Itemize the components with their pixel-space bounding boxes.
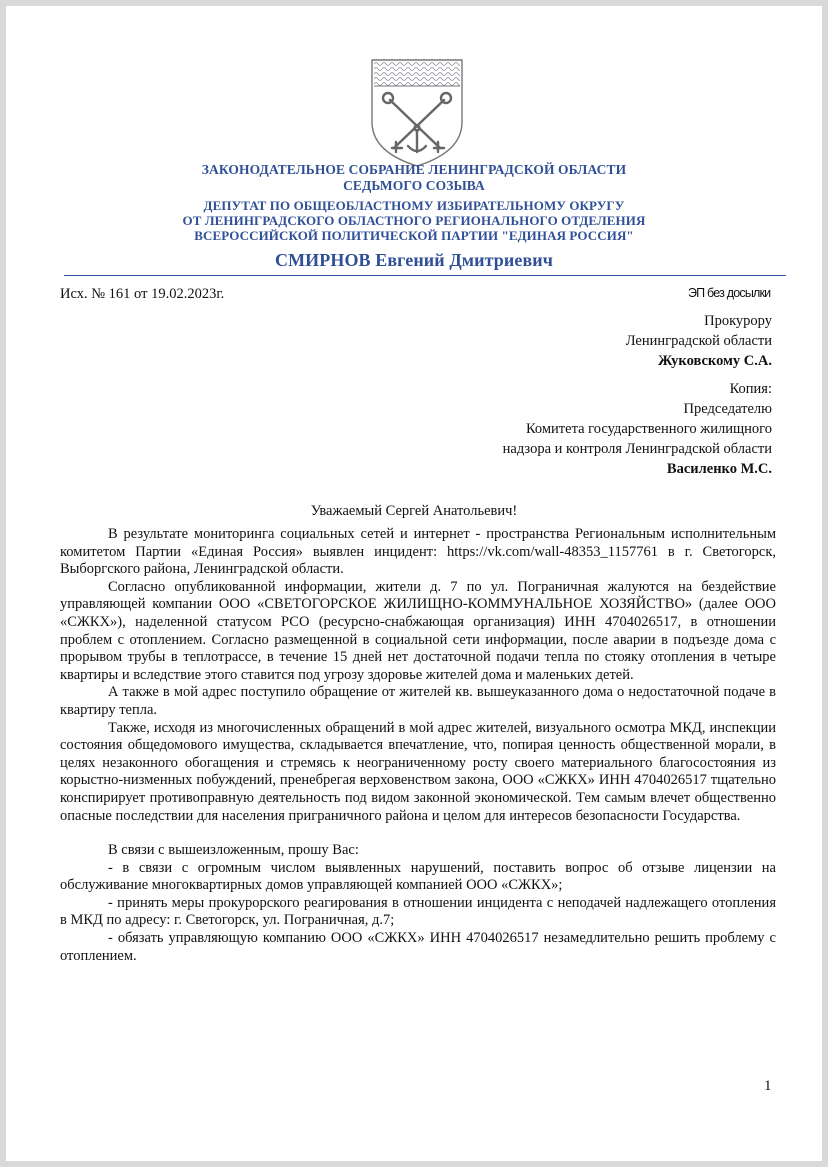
request-item: - в связи с огромным числом выявленных нарушений, поставить вопрос об отзыве лицензии на обслуживание многоквартирных домов управляющей компанией ООО «СЖКХ»; <box>60 859 776 894</box>
delivery-stamp: ЭП без досылки <box>688 286 771 300</box>
addressee-name: Жуковскому С.А. <box>657 353 772 369</box>
header-divider <box>64 275 786 276</box>
convocation: СЕДЬМОГО СОЗЫВА <box>343 178 485 193</box>
copy-line: Комитета государственного жилищного <box>525 421 772 437</box>
page-number: 1 <box>764 1078 772 1094</box>
addressee-line: Ленинградской области <box>625 333 772 349</box>
paragraph: В результате мониторинга социальных сетей и интернет - пространства Региональным исполнительным комитетом Партии «Единая Россия» выявлен инцидент: https://vk.com/wall-48353_1157761 в г. Светогорск, Выборгского района, Ленинградской области. <box>60 526 776 578</box>
organization-name: ЗАКОНОДАТЕЛЬНОЕ СОБРАНИЕ ЛЕНИНГРАДСКОЙ ОБЛАСТИ <box>201 162 627 177</box>
paragraph: Также, исходя из многочисленных обращений в мой адрес жителей, визуального осмотра МКД, инспекции состояния общедомового имущества, складывается впечатление, что, попирая ценность общественной морали, в целях незаконного обогащения и стремясь к неограниченному росту своего материального благосостояния из корыстно-низменных побуждений, пренебрегая верховенством закона, ООО «СЖКХ» ИНН 4704026517 тщательно конспирирует противоправную деятельность под видом законной экономической. Тем самым влечет общественно опасные последствии для населения приграничного района и целом для интересов безопасности Государства. <box>60 719 776 824</box>
copy-block <box>503 379 772 479</box>
request-item: - обязать управляющую компанию ООО «СЖКХ» ИНН 4704026517 незамедлительно решить проблему с отоплением. <box>60 930 776 964</box>
letter-body <box>60 526 776 965</box>
copy-line: Председателю <box>683 401 772 417</box>
request-item: - принять меры прокурорского реагирования в отношении инцидента с неподачей надлежащего отопления в МКД по адресу: г. Светогорск, ул. Пограничная, д.7; <box>60 894 776 929</box>
deputy-title-line-1: ДЕПУТАТ ПО ОБЩЕОБЛАСТНОМУ ИЗБИРАТЕЛЬНОМУ ОКРУГУ <box>203 198 625 213</box>
request-intro: В связи с вышеизложенным, прошу Вас: <box>108 842 359 859</box>
deputy-name: СМИРНОВ Евгений Дмитриевич <box>274 250 554 270</box>
deputy-title-line-2: ОТ ЛЕНИНГРАДСКОГО ОБЛАСТНОГО РЕГИОНАЛЬНОГО ОТДЕЛЕНИЯ <box>182 213 646 228</box>
paragraph: А также в мой адрес поступило обращение от жителей кв. вышеуказанного дома о недостаточной подаче в квартиру тепла. <box>60 684 776 718</box>
outgoing-number: Исх. № 161 от 19.02.2023г. <box>60 286 225 302</box>
copy-name: Василенко М.С. <box>666 461 772 477</box>
greeting: Уважаемый Сергей Анатольевич! <box>310 503 518 519</box>
deputy-title-line-3: ВСЕРОССИЙСКОЙ ПОЛИТИЧЕСКОЙ ПАРТИИ "ЕДИНАЯ РОССИЯ" <box>194 228 634 243</box>
copy-line: надзора и контроля Ленинградской области <box>502 441 772 457</box>
document-page <box>6 6 822 1161</box>
paragraph: Согласно опубликованной информации, жители д. 7 по ул. Пограничная жалуются на бездействие управляющей компании ООО «СВЕТОГОРСКОЕ ЖИЛИЩНО-КОММУНАЛЬНОЕ ХОЗЯЙСТВО» (далее ООО «СЖКХ»), наделенной статусом РСО (ресурсно-снабжающая организация) ИНН 4704026517, в отношении проблем с отоплением. Согласно размещенной в социальной сети информации, после аварии в подъезде дома с прорывом трубы в теплотрассе, в течение 15 дней нет достаточной подачи тепла по стояку отопления в четыре квартиры и вследствие этого ставится под угрозу здоровье жителей дома и маленьких детей. <box>60 578 776 683</box>
addressee-line: Прокурору <box>704 313 772 329</box>
addressee-block <box>626 311 772 371</box>
copy-label: Копия: <box>729 381 772 397</box>
coat-of-arms-icon <box>366 56 468 168</box>
